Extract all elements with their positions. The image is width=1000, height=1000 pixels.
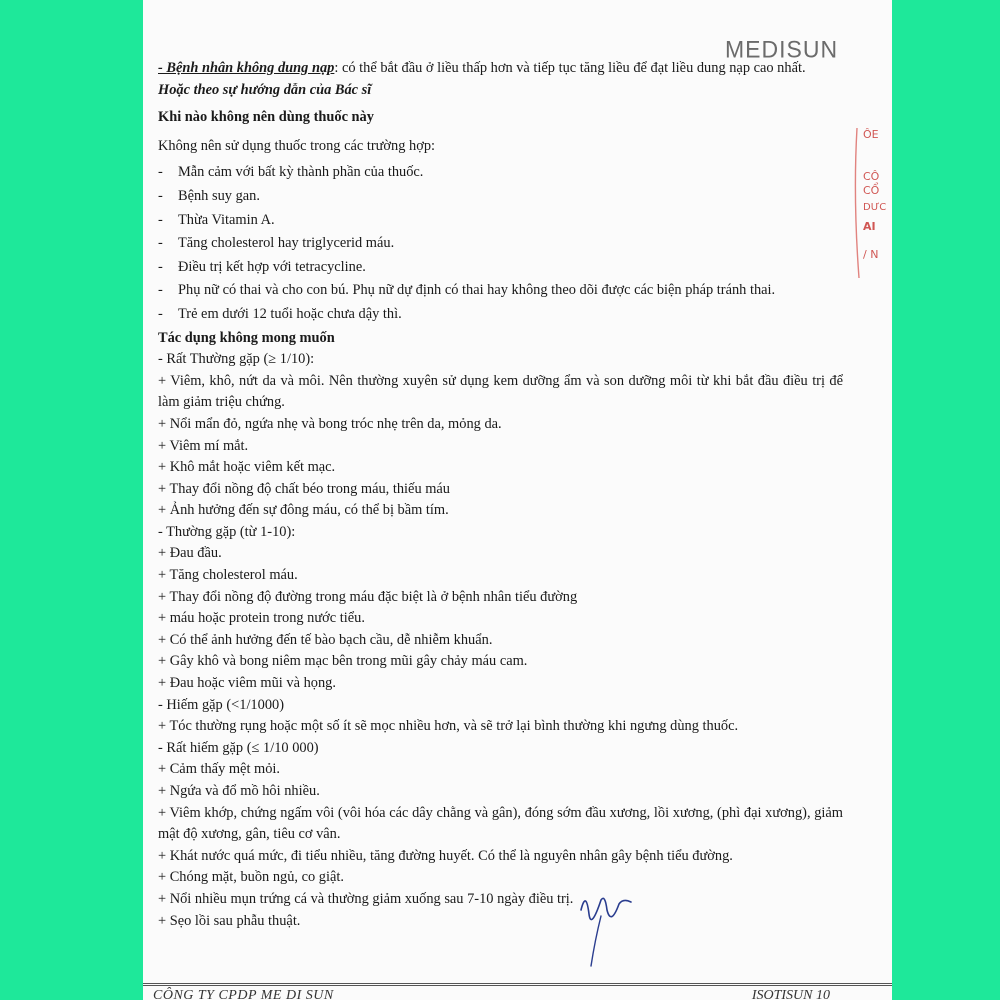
doctor-note: Hoặc theo sự hướng dẫn của Bác sĩ — [158, 81, 372, 98]
side-effect-item: + Sẹo lồi sau phẫu thuật. — [158, 912, 301, 929]
frequency-group: - Hiếm gặp (<1/1000) — [158, 696, 285, 713]
document-page — [143, 0, 892, 1000]
stamp-text-1: ÔE — [863, 128, 879, 141]
side-effect-item: + Có thể ảnh hưởng đến tế bào bạch cầu, dễ nhiễm khuẩn. — [158, 631, 493, 648]
stamp-text-3: CỔ — [863, 184, 880, 197]
contraindications-heading: Khi nào không nên dùng thuốc này — [158, 109, 374, 126]
side-effect-item: + Viêm mí mắt. — [158, 437, 249, 454]
stamp-text-4: DƯC — [863, 202, 887, 213]
side-effect-item: + Đau hoặc viêm mũi và họng. — [158, 675, 336, 692]
page-footer — [143, 983, 892, 1000]
medisun-logo: MEDISUN — [725, 35, 839, 63]
side-effect-item: + Thay đổi nồng độ đường trong máu đặc biệt là ở bệnh nhân tiểu đường — [158, 588, 578, 605]
list-item: - Tăng cholesterol hay triglycerid máu. — [158, 233, 843, 255]
list-item-text: Điều trị kết hợp với tetracycline. — [178, 258, 366, 275]
list-item: - Bệnh suy gan. — [158, 186, 843, 208]
frequency-group: - Thường gặp (từ 1-10): — [158, 523, 296, 540]
contraindications-list — [158, 162, 843, 325]
list-item-text: Trẻ em dưới 12 tuổi hoặc chưa dậy thì. — [178, 305, 402, 322]
frequency-group: - Rất Thường gặp (≥ 1/10): — [158, 351, 315, 368]
frequency-group: - Rất hiếm gặp (≤ 1/10 000) — [158, 739, 319, 756]
side-effect-item: + Đau đầu. — [158, 545, 222, 562]
side-effect-item: + Gây khô và bong niêm mạc bên trong mũi gây chảy máu cam. — [158, 653, 528, 670]
list-item: - Mẫn cảm với bất kỳ thành phần của thuốc. — [158, 162, 843, 184]
signature-mark — [561, 880, 651, 970]
list-item: - Phụ nữ có thai và cho con bú. Phụ nữ dự định có thai hay không theo dõi được các biện pháp tránh thai. — [158, 280, 843, 302]
document-body — [158, 58, 843, 932]
list-item-text: Phụ nữ có thai và cho con bú. Phụ nữ dự định có thai hay không theo dõi được các biện pháp tránh thai. — [178, 282, 776, 299]
footer-product: ISOTISUN 10 — [751, 988, 830, 1000]
contraindications-intro: Không nên sử dụng thuốc trong các trường hợp: — [158, 137, 436, 154]
list-item: - Trẻ em dưới 12 tuổi hoặc chưa dậy thì. — [158, 304, 843, 326]
side-effect-item: + Ảnh hưởng đến sự đông máu, có thể bị bầm tím. — [158, 502, 449, 519]
list-item-text: Thừa Vitamin A. — [178, 211, 275, 228]
intolerant-text: : có thể bắt đầu ở liều thấp hơn và tiếp tục tăng liều để đạt liều dung nạp cao nhất. — [334, 60, 806, 76]
side-effects-heading: Tác dụng không mong muốn — [158, 329, 335, 346]
stamp-text-2: CÔ — [863, 170, 880, 183]
side-effect-item: + Cảm thấy mệt mỏi. — [158, 761, 281, 778]
side-effect-item: + Nổi mẩn đỏ, ngứa nhẹ và bong tróc nhẹ trên da, mỏng da. — [158, 415, 502, 432]
side-effect-item: + Chóng mặt, buồn ngủ, co giật. — [158, 869, 344, 886]
list-item: - Điều trị kết hợp với tetracycline. — [158, 257, 843, 279]
side-effect-item: + máu hoặc protein trong nước tiểu. — [158, 610, 365, 627]
side-effect-item: + Thay đổi nồng độ chất béo trong máu, thiếu máu — [158, 480, 451, 497]
side-effect-item: + Viêm khớp, chứng ngấm vôi (vôi hóa các dây chằng và gân), đóng sớm đầu xương, lồi xương, (phì đại xương), giảm mật độ xương, gân, tiêu cơ vân. — [158, 804, 843, 843]
side-effect-item: + Tóc thường rụng hoặc một số ít sẽ mọc nhiều hơn, và sẽ trở lại bình thường khi ngưng dùng thuốc. — [158, 718, 739, 735]
stamp-text-6: / N — [863, 248, 879, 261]
stamp-text-5: AI — [863, 220, 876, 233]
side-effect-item: + Viêm, khô, nứt da và môi. Nên thường xuyên sử dụng kem dưỡng ẩm và son dưỡng môi từ khi bắt đầu điều trị để làm giảm triệu chứng. — [158, 372, 843, 411]
list-item: - Thừa Vitamin A. — [158, 210, 843, 232]
side-effect-item: + Tăng cholesterol máu. — [158, 567, 298, 584]
side-effect-item: + Ngứa và đổ mồ hôi nhiều. — [158, 783, 320, 799]
list-item-text: Bệnh suy gan. — [178, 187, 260, 204]
intolerant-paragraph — [158, 58, 843, 80]
footer-company: CÔNG TY CPDP ME DI SUN — [153, 988, 334, 1000]
side-effect-item: + Nổi nhiều mụn trứng cá và thường giảm xuống sau 7-10 ngày điều trị. — [158, 890, 574, 907]
list-item-text: Mẫn cảm với bất kỳ thành phần của thuốc. — [178, 164, 424, 181]
intolerant-label: - Bệnh nhân không dung nạp — [158, 60, 335, 76]
side-effects-list — [158, 349, 843, 932]
side-effect-item: + Khát nước quá mức, đi tiểu nhiều, tăng đường huyết. Có thể là nguyên nhân gây bệnh tiểu đường. — [158, 847, 733, 864]
side-effect-item: + Khô mắt hoặc viêm kết mạc. — [158, 459, 336, 476]
list-item-text: Tăng cholesterol hay triglycerid máu. — [178, 235, 395, 252]
red-stamp-fragment — [849, 118, 892, 288]
